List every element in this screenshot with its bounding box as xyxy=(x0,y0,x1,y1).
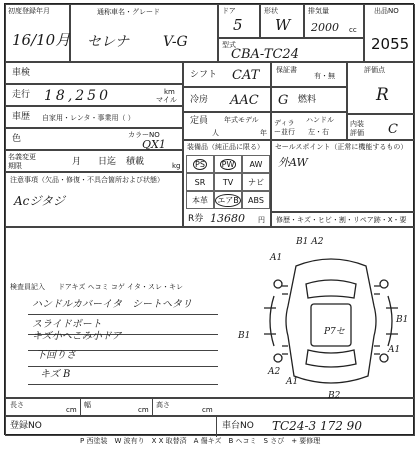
first-registration-label: 初度登録年月 xyxy=(8,7,50,15)
warranty-value: 有・無 xyxy=(314,72,335,80)
doors-label: ドア xyxy=(222,7,236,15)
equipment-item: SR xyxy=(186,173,214,191)
notes-value: Acジタジ xyxy=(14,194,65,208)
inspector-line-5: キズ B xyxy=(40,369,71,380)
grade-value: V-G xyxy=(163,34,188,50)
color-label: 色 xyxy=(12,134,22,144)
shape-value: W xyxy=(275,16,291,34)
name-grade-label: 通称車名・グレード xyxy=(97,8,160,16)
inspector-label: 検査員記入 xyxy=(10,283,45,291)
displacement-box xyxy=(304,4,364,38)
color-code-label: カラーNO xyxy=(128,131,160,139)
mileage-unit-km: km xyxy=(164,88,175,96)
handle-value: 左・右 xyxy=(308,128,329,136)
diagram-label-rear: B2 xyxy=(328,391,341,401)
diagram-label-left: B1 xyxy=(238,331,251,341)
name-grade-box xyxy=(70,4,218,62)
score-box xyxy=(347,62,415,114)
name-change-row xyxy=(5,150,183,172)
equipment-item: エアB xyxy=(214,191,242,209)
inspector-line-4: 下回りさ xyxy=(36,350,76,361)
mileage-row xyxy=(5,84,183,106)
inspector-line-1: ハンドルカバーイタ シートヘタリ xyxy=(32,299,192,310)
aircon-value: AAC xyxy=(230,93,259,108)
inspector-header: ドアキズ ヘコミ コゲ イタ・スレ・キレ xyxy=(58,283,183,291)
notes-box xyxy=(5,172,183,227)
mileage-value: 18,250 xyxy=(44,88,111,104)
car-name-value: セレナ xyxy=(87,34,129,50)
inspector-box xyxy=(5,227,415,401)
load-unit: kg xyxy=(172,162,181,170)
displacement-label: 排気量 xyxy=(308,7,329,15)
shift-label: シフト xyxy=(190,70,218,80)
sales-point-value: 外AW xyxy=(278,156,308,169)
aircon-label: 冷房 xyxy=(190,95,209,105)
width-label: 幅 xyxy=(84,401,91,409)
interior-label: 内装評価 xyxy=(350,120,364,137)
warranty-box xyxy=(271,62,347,87)
equipment-box xyxy=(183,140,271,227)
equipment-item: TV xyxy=(214,173,242,191)
model-value: CBA-TC24 xyxy=(231,47,299,62)
model-change-label: 年式モデル xyxy=(224,116,259,124)
listing-number-value: 2055 xyxy=(371,35,410,53)
inspector-line-2: スライドポート xyxy=(32,319,102,330)
capacity-label: 定員 xyxy=(190,116,209,126)
r-unit: 円 xyxy=(258,216,265,224)
shift-box xyxy=(183,62,271,87)
fuel-value: G xyxy=(278,93,289,108)
first-registration-value: 16/10月 xyxy=(12,31,71,49)
equipment-grid xyxy=(186,155,270,209)
shape-label: 形状 xyxy=(264,7,278,15)
model-label: 型式 xyxy=(222,41,236,49)
handle-box xyxy=(271,112,347,140)
repair-items-box xyxy=(271,212,415,227)
mileage-label: 走行 xyxy=(12,90,31,100)
history-options: 自家用・レンタ・事業用（ ） xyxy=(42,114,135,122)
diagram-label-rear-right: A1 xyxy=(388,345,401,355)
score-value: R xyxy=(376,85,389,105)
history-label: 車歴 xyxy=(12,112,31,122)
interior-box xyxy=(347,114,415,140)
width-unit: cm xyxy=(138,406,149,414)
shift-value: CAT xyxy=(232,68,260,83)
legend-text: P 西塗装 W 波有り X X 取替済 A 傷キズ B ヘコミ S さび + 要修理 xyxy=(80,437,321,445)
name-change-month: 月 xyxy=(72,157,82,167)
height-label: 高さ xyxy=(156,401,170,409)
length-label: 長さ xyxy=(10,401,24,409)
notes-label: 注意事項（欠品・修復・不具合箇所および状態） xyxy=(10,176,164,184)
diagram-label-rear-mid: A1 xyxy=(286,377,299,387)
capacity-unit: 人 xyxy=(212,129,219,137)
displacement-unit: cc xyxy=(349,26,357,34)
chassis-label: 車台NO xyxy=(222,421,254,431)
equipment-item: AW xyxy=(242,155,270,173)
equipment-label: 装備品（純正品に限る） xyxy=(187,143,264,151)
fuel-box xyxy=(271,87,347,112)
inspection-label: 車検 xyxy=(12,68,31,78)
color-value: QX1 xyxy=(142,138,166,151)
capacity-box xyxy=(183,112,271,140)
load-label: 積載 xyxy=(126,157,145,167)
length-unit: cm xyxy=(66,406,77,414)
diagram-label-right: B1 xyxy=(396,315,409,325)
repair-items: 修歴・キズ・ヒビ・割・リペア跡・X・要 xyxy=(276,216,407,224)
inspector-line-3: キズ小へこみ小ドア xyxy=(32,331,122,342)
equipment-item: 本革 xyxy=(186,191,214,209)
sales-point-box xyxy=(271,140,415,212)
plate-row xyxy=(5,416,415,436)
name-change-label: 名義変更期限 xyxy=(8,153,36,170)
listing-number-label: 出品NO xyxy=(374,7,399,15)
diagram-label-rear-left: A2 xyxy=(268,367,281,377)
interior-value: C xyxy=(388,122,398,137)
diagram-label-front-left: A1 xyxy=(270,253,283,263)
doors-value: 5 xyxy=(233,16,243,34)
diagram-label-front: B1 A2 xyxy=(296,237,324,247)
model-change-unit: 年 xyxy=(260,129,267,137)
score-label: 評価点 xyxy=(364,66,385,74)
doors-box xyxy=(218,4,260,38)
height-unit: cm xyxy=(202,406,213,414)
equipment-item: ABS xyxy=(242,191,270,209)
shape-box xyxy=(260,4,304,38)
r-value: 13680 xyxy=(210,212,245,225)
warranty-label: 保証書 xyxy=(276,66,297,74)
dimensions-row xyxy=(5,398,415,416)
model-box xyxy=(218,38,364,62)
plate-label: 登録NO xyxy=(10,421,42,431)
mileage-unit-mile: マイル xyxy=(156,96,177,104)
dealer-label: ディラー並行 xyxy=(274,119,295,136)
listing-number-box xyxy=(364,4,415,62)
equipment-item: PS xyxy=(186,155,214,173)
equipment-item: PW xyxy=(214,155,242,173)
handle-label: ハンドル xyxy=(306,116,334,124)
history-row xyxy=(5,106,183,128)
fuel-label: 燃料 xyxy=(298,95,317,105)
name-change-day: 日迄 xyxy=(98,157,117,167)
auction-inspection-sheet xyxy=(4,3,414,435)
color-row xyxy=(5,128,183,150)
diagram-label-roof: P7セ xyxy=(324,327,345,337)
r-label: R券 xyxy=(188,214,204,224)
inspection-row xyxy=(5,62,183,84)
chassis-value: TC24-3 172 90 xyxy=(272,419,362,433)
equipment-item: ナビ xyxy=(242,173,270,191)
displacement-value: 2000 xyxy=(311,21,339,34)
first-registration-box xyxy=(5,4,70,62)
sales-point-label: セールスポイント（正常に機能するもの） xyxy=(275,143,408,151)
aircon-box xyxy=(183,87,271,112)
